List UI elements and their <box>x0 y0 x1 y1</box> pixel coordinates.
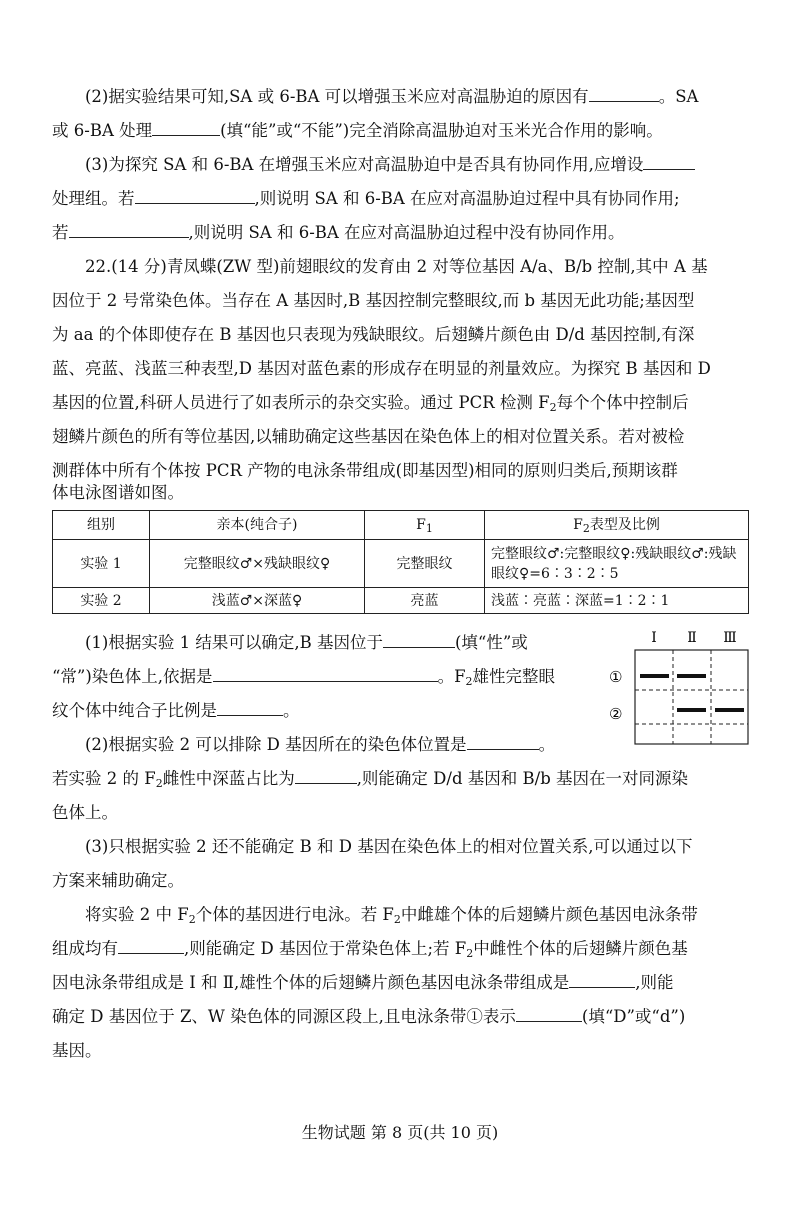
q22-intro-1: 22.(14 分)青凤蝶(ZW 型)前翅眼纹的发育由 2 对等位基因 A/a、B/b 控制,其中 A 基 <box>85 257 708 276</box>
q22-s1-line1: (1)根据实验 1 结果可以确定,B 基因位于 (填“性”或 <box>52 626 592 661</box>
q22-s4-line5: 基因。 <box>52 1041 102 1060</box>
band-lane3-row2 <box>715 708 744 712</box>
band-label-1: ① <box>609 668 623 686</box>
q22-s1-line2: “常”)染色体上,依据是 。$F_2$雄性完整眼 <box>52 660 592 695</box>
q22-intro-4: 蓝、亮蓝、浅蓝三种表型,D 基因对蓝色素的形成存在明显的剂量效应。为探究 B 基因和 D <box>52 359 711 378</box>
band-lane2-row1 <box>677 674 706 678</box>
answer-blank[interactable] <box>516 1003 582 1022</box>
q22-s3-line1: (3)只根据实验 2 还不能确定 B 和 D 基因在染色体上的相对位置关系,可以通过以下 <box>85 837 693 856</box>
q21-sub2-line1: (2)据实验结果可知,SA 或 6-BA 可以增强玉米应对高温胁迫的原因有 。SA <box>52 80 752 115</box>
q22-intro-7: 测群体中所有个体按 PCR 产物的电泳条带组成(即基因型)相同的原则归类后,预期该群 <box>52 461 678 480</box>
answer-blank[interactable] <box>569 969 635 988</box>
header-f1: $F_1$ <box>365 511 485 540</box>
q22-intro-6: 翅鳞片颜色的所有等位基因,以辅助确定这些基因在染色体上的相对位置关系。若对被检 <box>52 427 685 446</box>
cross-table <box>52 510 749 614</box>
cell-f1: 亮蓝 <box>365 588 485 614</box>
gel-frame <box>635 650 748 744</box>
table-row <box>53 588 749 614</box>
answer-blank[interactable] <box>295 765 357 784</box>
q22-intro-8: 体电泳图谱如图。 <box>52 483 184 502</box>
answer-blank[interactable] <box>589 83 659 102</box>
answer-blank[interactable] <box>213 663 438 682</box>
header-parents: 亲本(纯合子) <box>150 511 365 540</box>
answer-blank[interactable] <box>118 935 184 954</box>
q22-s2-line2: 若实验 2 的 $F_2$雌性中深蓝占比为 ,则能确定 D/d 基因和 B/b 基因在一对同源染 <box>52 762 752 797</box>
q21-sub2-line2: 或 6-BA 处理 (填“能”或“不能”)完全消除高温胁迫对玉米光合作用的影响。 <box>52 114 752 149</box>
electrophoresis-diagram <box>604 626 750 746</box>
answer-blank[interactable] <box>467 731 539 750</box>
q21-sub3-line3: 若 ,则说明 SA 和 6-BA 在应对高温胁迫过程中没有协同作用。 <box>52 216 752 251</box>
table-header-row <box>53 511 749 540</box>
q22-s4-line3: 因电泳条带组成是 Ⅰ 和 Ⅱ,雄性个体的后翅鳞片颜色基因电泳条带组成是 ,则能 <box>52 966 752 1001</box>
lane-label-3: Ⅲ <box>723 630 737 646</box>
lane-label-2: Ⅱ <box>687 630 697 646</box>
cell-parents: 完整眼纹♂×残缺眼纹♀ <box>150 540 365 588</box>
q22-intro-2: 因位于 2 号常染色体。当存在 A 基因时,B 基因控制完整眼纹,而 b 基因无此功能;基因型 <box>52 291 695 310</box>
answer-blank[interactable] <box>217 697 283 716</box>
cell-group: 实验 2 <box>53 588 150 614</box>
answer-blank[interactable] <box>152 117 220 136</box>
header-f2: $F_2$表型及比例 <box>485 511 749 540</box>
cell-f1: 完整眼纹 <box>365 540 485 588</box>
answer-blank[interactable] <box>643 151 695 170</box>
lane-label-1: Ⅰ <box>651 630 657 646</box>
q21-sub3-line2: 处理组。若 ,则说明 SA 和 6-BA 在应对高温胁迫过程中具有协同作用; <box>52 182 752 217</box>
cell-group: 实验 1 <box>53 540 150 588</box>
q22-s4-line1: 将实验 2 中 $F_2$个体的基因进行电泳。若 $F_2$中雌雄个体的后翅鳞片颜色基因电泳条带 <box>85 905 698 926</box>
q22-s1-line3: 纹个体中纯合子比例是 。 <box>52 694 592 729</box>
band-label-2: ② <box>609 705 623 723</box>
header-group: 组别 <box>53 511 150 540</box>
cell-f2: 完整眼纹♂:完整眼纹♀:残缺眼纹♂:残缺眼纹♀=6∶3∶2∶5 <box>485 540 749 588</box>
q22-intro-5: 基因的位置,科研人员进行了如表所示的杂交实验。通过 PCR 检测 $F_2$每个个体中控制后 <box>52 393 689 414</box>
q21-sub3-line1: (3)为探究 SA 和 6-BA 在增强玉米应对高温胁迫中是否具有协同作用,应增设 <box>52 148 752 183</box>
q22-intro-3: 为 aa 的个体即使存在 B 基因也只表现为残缺眼纹。后翅鳞片颜色由 D/d 基因控制,有深 <box>52 325 695 344</box>
q22-s3-line2: 方案来辅助确定。 <box>52 871 184 890</box>
table-row <box>53 540 749 588</box>
q22-s4-line2: 组成均有 ,则能确定 D 基因位于常染色体上;若 $F_2$中雌性个体的后翅鳞片颜色基 <box>52 932 752 967</box>
q22-s2-line3: 色体上。 <box>52 803 118 822</box>
q22-s4-line4: 确定 D 基因位于 Z、W 染色体的同源区段上,且电泳条带①表示 (填“D”或“d”) <box>52 1000 752 1035</box>
answer-blank[interactable] <box>135 185 255 204</box>
band-lane2-row2 <box>677 708 706 712</box>
answer-blank[interactable] <box>383 629 455 648</box>
q22-s2-line1: (2)根据实验 2 可以排除 D 基因所在的染色体位置是 。 <box>52 728 612 763</box>
answer-blank[interactable] <box>69 219 189 238</box>
cell-parents: 浅蓝♂×深蓝♀ <box>150 588 365 614</box>
band-lane1-row1 <box>640 674 669 678</box>
page-footer: 生物试题 第 8 页(共 10 页) <box>301 1123 499 1142</box>
cell-f2: 浅蓝∶亮蓝∶深蓝=1∶2∶1 <box>485 588 749 614</box>
